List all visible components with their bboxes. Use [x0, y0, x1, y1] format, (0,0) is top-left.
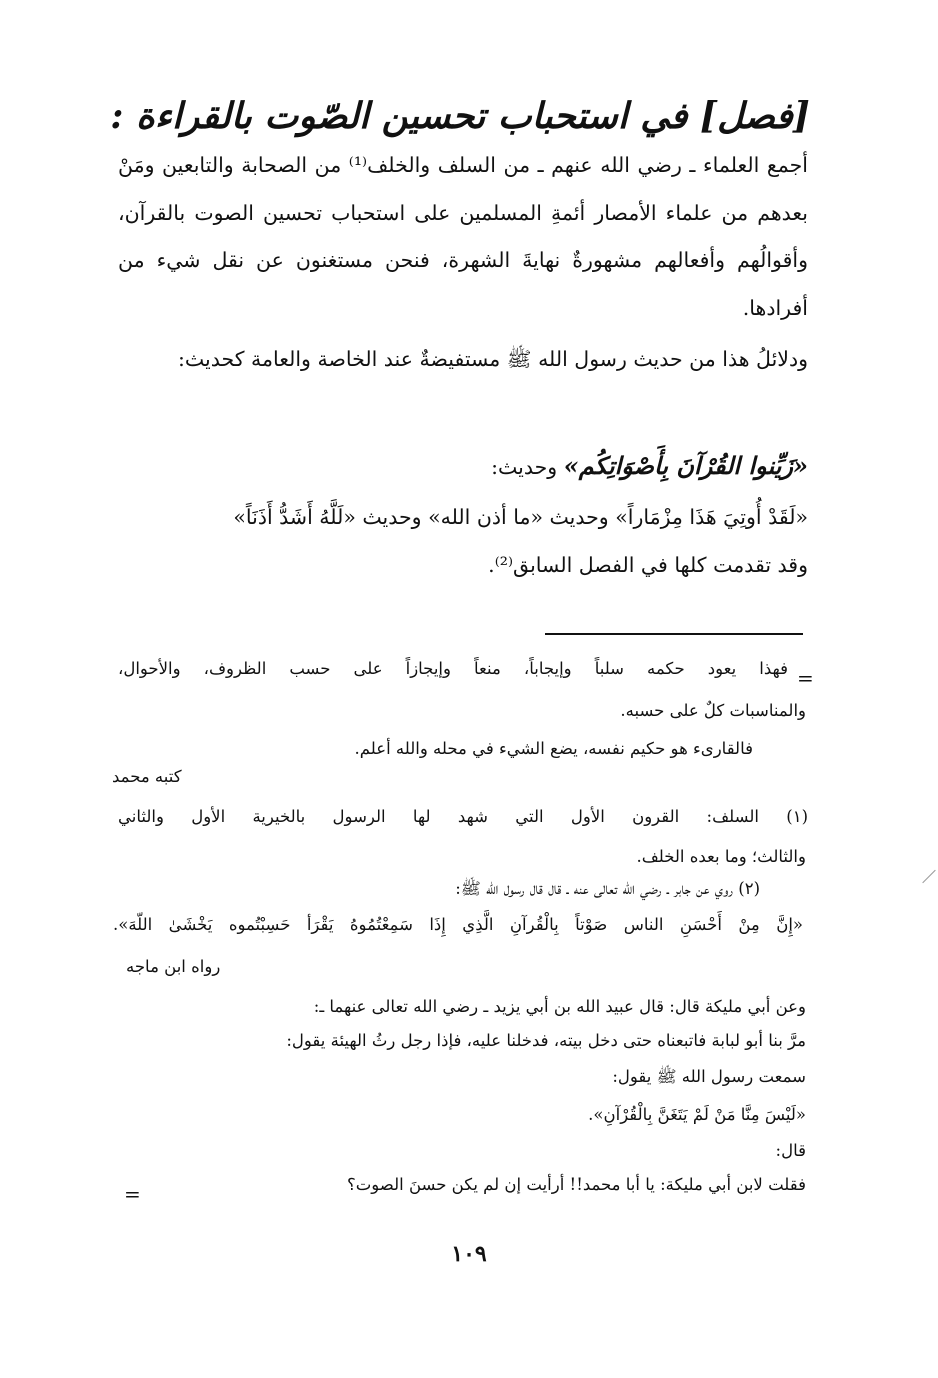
body-paragraph-1: [118, 142, 808, 332]
paragraph-hadith-list: «لَقَدْ أُوتِيَ هَذَا مِزْمَاراً» وحديث «ما أذن الله» وحديث «لَلَّهُ أَشَدُّ أَذَنَاً»: [233, 505, 808, 529]
paragraph-evidence: ودلائلُ هذا من حديث رسول الله ﷺ مستفيضةٌ عند الخاصة والعامة كحديث:: [177, 347, 808, 371]
footnote-2-line-1: (٢) روي عن جابر ـ رضي الله تعالى عنه ـ قال قال رسول الله ﷺ:: [455, 879, 760, 898]
footnote-2-line-2: «إِنَّ مِنْ أَحْسَنِ الناس صَوْتاً بِالْقُرآنِ الَّذِي إِذَا سَمِعْتُمُوهُ يَقْرَأ حَسِبْتُموه يَخْشَىٰ اللّهَ».: [113, 915, 803, 934]
footnote-2-line-8: قال:: [775, 1141, 806, 1160]
footnote-1-line-2: والثالث؛ وما بعده الخلف.: [636, 847, 806, 866]
paragraph-hadith-1: [118, 442, 808, 492]
body-paragraph-5: [118, 542, 808, 590]
paragraph-consensus: أجمع العلماء ـ رضي الله عنهم ـ من السلف والخلف⁽¹⁾ من الصحابة والتابعين ومَنْ بعدهم من علماء الأمصار أئمةِ المسلمين على استحباب تحسين الصوت بالقرآن، وأقوالُهم وأفعالهم مشهورةٌ نهايةَ الشهرة، فنحن مستغنون عن نقل شيء من أفرادها.: [118, 153, 808, 320]
footnote-1-line-1: (١) السلف: القرون الأول التي شهد لها الرسول بالخيرية الأول والثاني: [118, 807, 808, 826]
footnote-continuation-line-2: والمناسبات كلٌ على حسبه.: [620, 701, 806, 720]
footnote-2-line-9: فقلت لابن أبي مليكة: يا أبا محمد!! أرأيت إن لم يكن حسنَ الصوت؟: [346, 1175, 806, 1194]
hadith-continuation: وحديث:: [491, 455, 564, 479]
footnote-2-source: رواه ابن ماجه: [126, 957, 221, 976]
footnote-signature: كتبه محمد: [112, 767, 182, 786]
footnote-2-line-6: سمعت رسول الله ﷺ يقول:: [612, 1067, 806, 1086]
scan-mark-decoration: [922, 870, 935, 883]
hadith-quote: «زَيِّنوا القُرْآنَ بِأَصْوَاتِكُم»: [563, 451, 808, 480]
paragraph-reference: وقد تقدمت كلها في الفصل السابق⁽²⁾.: [488, 553, 808, 577]
continuation-mark: =: [797, 666, 814, 690]
body-paragraph-4: [118, 494, 808, 542]
section-heading: [فصل] في استحباب تحسين الصّوت بالقراءة :: [110, 95, 810, 137]
body-paragraph-3: [118, 442, 808, 492]
footnote-end-mark: =: [124, 1182, 141, 1206]
body-paragraph-2: [118, 336, 808, 384]
footnote-continuation-line-3: فالقارىء هو حكيم نفسه، يضع الشيء في محله والله أعلم.: [354, 739, 753, 758]
footnote-2-line-4: وعن أبي مليكة قال: قال عبيد الله بن أبي يزيد ـ رضي الله تعالى عنهما ـ:: [313, 997, 806, 1016]
footnote-divider: [545, 633, 803, 635]
page-number: ١٠٩: [451, 1241, 487, 1267]
footnote-continuation-line-1: فهذا يعود حكمه سلباً وإيجاباً، منعاً وإيجازاً على حسب الظروف، والأحوال،: [118, 659, 788, 678]
footnote-2-line-7: «لَيْسَ مِنَّا مَنْ لَمْ يَتَغَنَّ بِالْقُرْآنِ».: [588, 1105, 806, 1124]
footnote-2-line-5: مرَّ بنا أبو لبابة فاتبعناه حتى دخل بيته، فدخلنا عليه، فإذا رجل رثُ الهيئة يقول:: [286, 1031, 806, 1050]
